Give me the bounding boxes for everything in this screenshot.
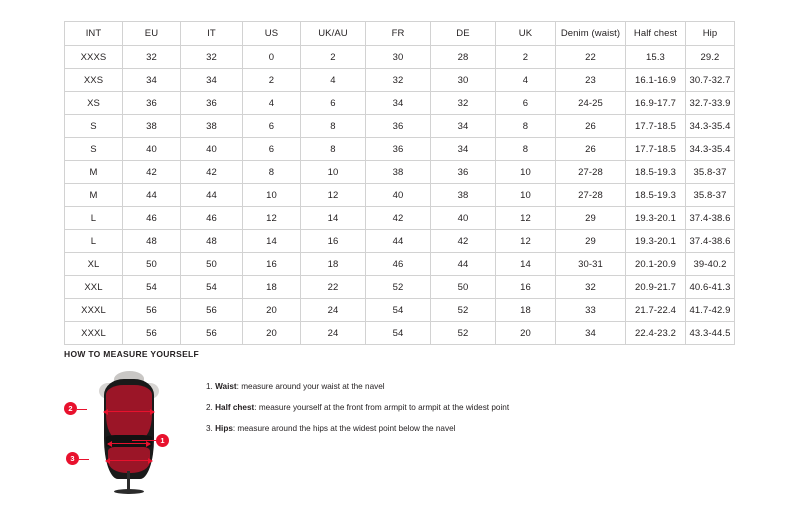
table-cell: 39-40.2 xyxy=(686,253,735,276)
table-cell: 8 xyxy=(301,138,366,161)
table-cell: 56 xyxy=(123,299,181,322)
table-cell: 34.3-35.4 xyxy=(686,115,735,138)
measure-note-term: Hips xyxy=(215,424,233,434)
table-row xyxy=(65,46,735,69)
table-cell: S xyxy=(65,138,123,161)
table-row xyxy=(65,92,735,115)
table-cell: 20.1-20.9 xyxy=(626,253,686,276)
measure-note-number: 2. xyxy=(206,403,213,413)
table-cell: 16.9-17.7 xyxy=(626,92,686,115)
table-cell: 42 xyxy=(366,207,431,230)
table-cell: 24-25 xyxy=(556,92,626,115)
size-chart-table xyxy=(64,21,735,345)
table-row xyxy=(65,184,735,207)
table-cell: 17.7-18.5 xyxy=(626,138,686,161)
table-cell: 12 xyxy=(243,207,301,230)
table-cell: 34 xyxy=(431,115,496,138)
table-cell: 34 xyxy=(123,69,181,92)
table-cell: 34.3-35.4 xyxy=(686,138,735,161)
table-cell: 44 xyxy=(123,184,181,207)
table-cell: 40 xyxy=(181,138,243,161)
table-cell: 14 xyxy=(301,207,366,230)
table-cell: 16 xyxy=(301,230,366,253)
table-cell: 32 xyxy=(123,46,181,69)
table-cell: 4 xyxy=(243,92,301,115)
table-cell: 17.7-18.5 xyxy=(626,115,686,138)
table-cell: 27-28 xyxy=(556,184,626,207)
table-cell: 33 xyxy=(556,299,626,322)
measure-note-text: : measure around the hips at the widest point below the navel xyxy=(232,424,456,434)
table-cell: 22 xyxy=(301,276,366,299)
table-cell: 10 xyxy=(496,161,556,184)
table-row xyxy=(65,230,735,253)
table-cell: 35.8-37 xyxy=(686,161,735,184)
table-cell: 36 xyxy=(366,138,431,161)
table-cell: 8 xyxy=(243,161,301,184)
table-cell: 20 xyxy=(496,322,556,345)
table-cell: 6 xyxy=(496,92,556,115)
table-header-cell: UK xyxy=(496,22,556,46)
mannequin-illustration xyxy=(64,371,194,501)
table-header-cell: Half chest xyxy=(626,22,686,46)
table-cell: L xyxy=(65,230,123,253)
table-cell: 4 xyxy=(301,69,366,92)
table-header-cell: IT xyxy=(181,22,243,46)
table-cell: XXXL xyxy=(65,322,123,345)
table-cell: 20 xyxy=(243,322,301,345)
table-cell: 6 xyxy=(243,138,301,161)
table-cell: 8 xyxy=(496,115,556,138)
measure-note xyxy=(206,383,509,391)
table-cell: 12 xyxy=(496,207,556,230)
table-header-cell: US xyxy=(243,22,301,46)
table-header-cell: DE xyxy=(431,22,496,46)
table-cell: 30 xyxy=(431,69,496,92)
table-row xyxy=(65,276,735,299)
table-cell: 42 xyxy=(123,161,181,184)
table-cell: XXL xyxy=(65,276,123,299)
table-cell: 48 xyxy=(123,230,181,253)
table-cell: XS xyxy=(65,92,123,115)
table-cell: 24 xyxy=(301,299,366,322)
table-cell: 54 xyxy=(123,276,181,299)
table-cell: 43.3-44.5 xyxy=(686,322,735,345)
table-header-cell: EU xyxy=(123,22,181,46)
table-cell: 6 xyxy=(243,115,301,138)
table-cell: 48 xyxy=(181,230,243,253)
table-header-row xyxy=(65,22,735,46)
table-cell: 30 xyxy=(366,46,431,69)
table-cell: 30-31 xyxy=(556,253,626,276)
table-cell: 18.5-19.3 xyxy=(626,184,686,207)
table-cell: 34 xyxy=(366,92,431,115)
table-cell: 8 xyxy=(301,115,366,138)
table-header-cell: Hip xyxy=(686,22,735,46)
table-cell: 6 xyxy=(301,92,366,115)
how-to-measure-title: HOW TO MEASURE YOURSELF xyxy=(64,349,200,359)
table-cell: 29 xyxy=(556,207,626,230)
table-cell: 19.3-20.1 xyxy=(626,230,686,253)
table-cell: 32.7-33.9 xyxy=(686,92,735,115)
table-cell: 20 xyxy=(243,299,301,322)
table-cell: 16 xyxy=(496,276,556,299)
table-cell: 18 xyxy=(496,299,556,322)
table-cell: 12 xyxy=(496,230,556,253)
measure-note xyxy=(206,404,509,412)
table-cell: M xyxy=(65,161,123,184)
table-cell: 44 xyxy=(366,230,431,253)
table-cell: 28 xyxy=(431,46,496,69)
table-row xyxy=(65,138,735,161)
table-cell: 38 xyxy=(181,115,243,138)
table-cell: 18.5-19.3 xyxy=(626,161,686,184)
table-cell: 35.8-37 xyxy=(686,184,735,207)
table-cell: XXXS xyxy=(65,46,123,69)
table-header-cell: UK/AU xyxy=(301,22,366,46)
measure-note-text: : measure yourself at the front from armpit to armpit at the widest point xyxy=(254,403,510,413)
table-cell: S xyxy=(65,115,123,138)
table-cell: 56 xyxy=(123,322,181,345)
table-cell: 34 xyxy=(431,138,496,161)
table-cell: XL xyxy=(65,253,123,276)
table-row xyxy=(65,253,735,276)
table-cell: 2 xyxy=(496,46,556,69)
table-cell: 52 xyxy=(431,322,496,345)
measure-note-term: Half chest xyxy=(215,403,255,413)
table-cell: 40.6-41.3 xyxy=(686,276,735,299)
table-cell: 37.4-38.6 xyxy=(686,230,735,253)
table-cell: 38 xyxy=(123,115,181,138)
table-cell: 15.3 xyxy=(626,46,686,69)
table-row xyxy=(65,322,735,345)
callout-badge-3: 3 xyxy=(66,452,79,465)
table-cell: XXS xyxy=(65,69,123,92)
table-cell: 19.3-20.1 xyxy=(626,207,686,230)
table-row xyxy=(65,69,735,92)
table-cell: 42 xyxy=(431,230,496,253)
table-header-cell: FR xyxy=(366,22,431,46)
table-cell: 38 xyxy=(366,161,431,184)
table-cell: 36 xyxy=(366,115,431,138)
hip-measure-arrow xyxy=(106,457,152,464)
table-cell: 54 xyxy=(366,299,431,322)
callout-badge-2: 2 xyxy=(64,402,77,415)
table-cell: 50 xyxy=(181,253,243,276)
table-cell: 30.7-32.7 xyxy=(686,69,735,92)
table-cell: 27-28 xyxy=(556,161,626,184)
table-cell: 26 xyxy=(556,115,626,138)
table-cell: M xyxy=(65,184,123,207)
table-cell: 34 xyxy=(181,69,243,92)
table-cell: 8 xyxy=(496,138,556,161)
table-cell: 16 xyxy=(243,253,301,276)
table-cell: 36 xyxy=(181,92,243,115)
measure-note-number: 1. xyxy=(206,382,213,391)
table-cell: 32 xyxy=(366,69,431,92)
table-cell: 23 xyxy=(556,69,626,92)
table-header-cell: Denim (waist) xyxy=(556,22,626,46)
measure-note xyxy=(206,425,509,433)
table-cell: 2 xyxy=(301,46,366,69)
leader-line-2 xyxy=(77,409,87,410)
table-cell: 50 xyxy=(123,253,181,276)
table-cell: 14 xyxy=(496,253,556,276)
leader-line-1 xyxy=(132,440,156,441)
size-chart-table-wrapper xyxy=(64,21,734,345)
leader-line-3 xyxy=(79,459,89,460)
table-cell: 12 xyxy=(301,184,366,207)
table-cell: 46 xyxy=(123,207,181,230)
mannequin-stand-base xyxy=(114,489,144,494)
measure-notes-list xyxy=(194,371,509,447)
table-cell: 29.2 xyxy=(686,46,735,69)
table-cell: 54 xyxy=(366,322,431,345)
table-cell: 44 xyxy=(181,184,243,207)
table-row xyxy=(65,115,735,138)
table-row xyxy=(65,299,735,322)
table-cell: 4 xyxy=(496,69,556,92)
table-cell: 32 xyxy=(556,276,626,299)
table-cell: 37.4-38.6 xyxy=(686,207,735,230)
table-row xyxy=(65,161,735,184)
table-cell: 0 xyxy=(243,46,301,69)
table-cell: 2 xyxy=(243,69,301,92)
how-to-measure-section xyxy=(64,349,734,501)
table-header-cell: INT xyxy=(65,22,123,46)
table-cell: 38 xyxy=(431,184,496,207)
how-to-measure-body xyxy=(64,371,734,501)
mannequin-stand-pole xyxy=(127,471,130,491)
table-cell: 18 xyxy=(301,253,366,276)
half-chest-measure-arrow xyxy=(104,408,154,415)
measure-note-term: Waist xyxy=(215,382,237,391)
table-cell: 40 xyxy=(431,207,496,230)
table-cell: 20.9-21.7 xyxy=(626,276,686,299)
table-cell: 54 xyxy=(181,276,243,299)
measure-note-number: 3. xyxy=(206,424,213,434)
table-cell: 22.4-23.2 xyxy=(626,322,686,345)
table-cell: 16.1-16.9 xyxy=(626,69,686,92)
table-cell: 10 xyxy=(243,184,301,207)
table-cell: 42 xyxy=(181,161,243,184)
table-cell: L xyxy=(65,207,123,230)
table-body xyxy=(65,46,735,345)
table-cell: 29 xyxy=(556,230,626,253)
table-cell: 10 xyxy=(496,184,556,207)
table-cell: 36 xyxy=(431,161,496,184)
table-cell: 26 xyxy=(556,138,626,161)
table-cell: 56 xyxy=(181,322,243,345)
table-cell: 21.7-22.4 xyxy=(626,299,686,322)
table-cell: 46 xyxy=(366,253,431,276)
table-cell: 32 xyxy=(181,46,243,69)
callout-badge-1: 1 xyxy=(156,434,169,447)
table-cell: 40 xyxy=(366,184,431,207)
measure-note-text: : measure around your waist at the navel xyxy=(236,382,385,391)
table-cell: XXXL xyxy=(65,299,123,322)
table-cell: 52 xyxy=(366,276,431,299)
table-cell: 40 xyxy=(123,138,181,161)
table-cell: 14 xyxy=(243,230,301,253)
table-cell: 46 xyxy=(181,207,243,230)
table-cell: 41.7-42.9 xyxy=(686,299,735,322)
table-cell: 10 xyxy=(301,161,366,184)
table-cell: 52 xyxy=(431,299,496,322)
table-cell: 34 xyxy=(556,322,626,345)
table-cell: 36 xyxy=(123,92,181,115)
table-row xyxy=(65,207,735,230)
table-cell: 24 xyxy=(301,322,366,345)
table-cell: 56 xyxy=(181,299,243,322)
table-cell: 22 xyxy=(556,46,626,69)
table-cell: 50 xyxy=(431,276,496,299)
table-cell: 32 xyxy=(431,92,496,115)
table-cell: 18 xyxy=(243,276,301,299)
table-cell: 44 xyxy=(431,253,496,276)
